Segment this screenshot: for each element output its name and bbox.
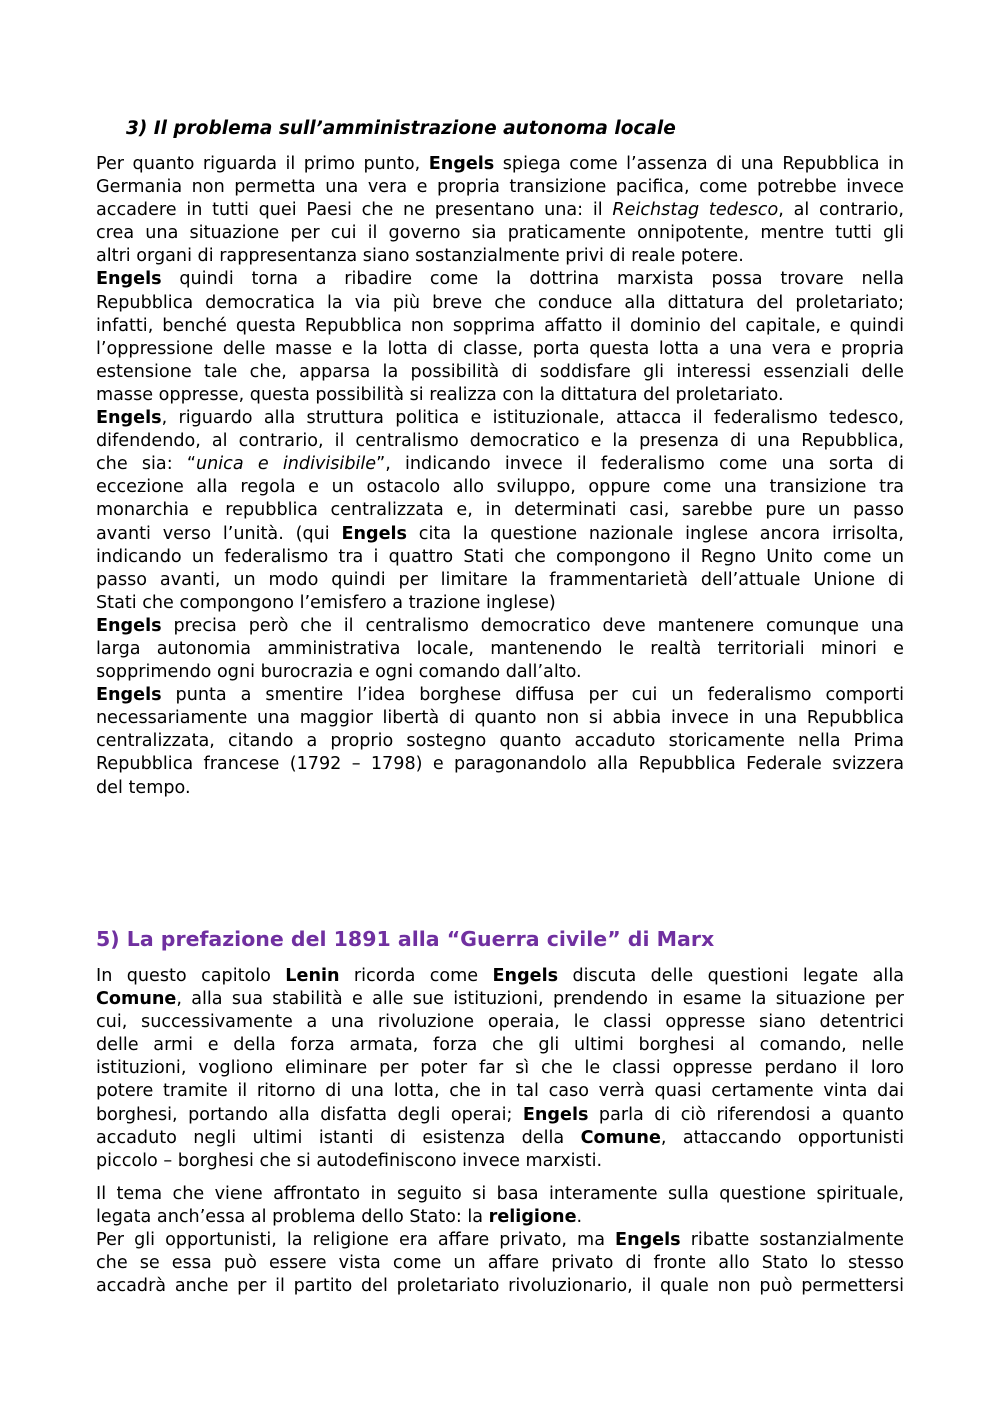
section-3-paragraph xyxy=(96,153,904,800)
text-line xyxy=(96,292,904,315)
text-line xyxy=(96,1011,904,1034)
text-run: . xyxy=(576,1206,583,1227)
text-run: accadrà anche per il partito del proletariato rivoluzionario, il quale non può permettersi xyxy=(96,1276,904,1297)
text-line xyxy=(96,592,904,615)
bold-text: Comune xyxy=(96,989,177,1010)
text-run: passo avanti, un modo quindi per limitare la frammentarietà dell’attuale Unione di xyxy=(96,569,904,590)
text-run: accaduto negli ultimi istanti di esistenza della xyxy=(96,1127,581,1148)
text-line xyxy=(96,1206,904,1229)
text-line xyxy=(96,199,904,222)
text-run: che se essa può essere vista come un affare privato di fronte allo Stato lo stesso xyxy=(96,1253,904,1274)
text-run: Stati che compongono l’emisfero a trazione inglese) xyxy=(96,592,556,613)
text-run: eccezione alla regola e un ostacolo allo sviluppo, oppure come una transizione tra xyxy=(96,477,904,498)
text-line xyxy=(96,707,904,730)
text-run: , riguardo alla struttura politica e istituzionale, attacca il federalismo tedesco, xyxy=(161,408,904,429)
text-line xyxy=(96,268,904,291)
bold-text: Engels xyxy=(96,408,162,429)
text-line xyxy=(96,1252,904,1275)
text-line xyxy=(96,965,904,988)
text-run: cui, successivamente a una rivoluzione operaia, le classi oppresse siano detentrici xyxy=(96,1012,904,1033)
text-run: indicando un federalismo tra i quattro Stati che compongono il Regno Unito come un xyxy=(96,546,904,567)
text-run: Repubblica francese (1792 – 1798) e paragonandolo alla Repubblica Federale svizzera xyxy=(96,754,904,775)
text-line xyxy=(96,361,904,384)
text-run: crea una situazione per cui il governo sia praticamente onnipotente, mentre tutti gli xyxy=(96,223,904,244)
text-run: Germania non permetta una vera e propria transizione pacifica, come potrebbe invece xyxy=(96,177,904,198)
text-line xyxy=(96,1275,904,1298)
italic-text: Reichstag tedesco xyxy=(612,200,779,221)
text-line xyxy=(96,1080,904,1103)
text-run: difendendo, al contrario, il centralismo democratico e la presenza di una Repubblica, xyxy=(96,431,904,452)
text-run: monarchia e repubblica centralizzata e, in determinati casi, sarebbe pure un passo xyxy=(96,500,904,521)
text-run: punta a smentire l’idea borghese diffusa per cui un federalismo comporti xyxy=(161,685,904,706)
text-line xyxy=(96,222,904,245)
text-run: , attaccando opportunisti xyxy=(660,1127,904,1148)
text-line xyxy=(96,1104,904,1127)
text-line xyxy=(96,338,904,361)
text-run: discuta delle questioni legate alla xyxy=(558,966,904,986)
bold-text: Engels xyxy=(492,966,559,986)
text-line xyxy=(96,1150,904,1173)
text-run: che sia: “ xyxy=(96,454,196,475)
bold-text: Lenin xyxy=(285,966,340,986)
text-run: In questo capitolo xyxy=(96,966,286,986)
text-line xyxy=(96,153,904,176)
text-run: , alla sua stabilità e alle sue istituzioni, prendendo in esame la situazione per xyxy=(176,989,904,1010)
text-line xyxy=(96,407,904,430)
text-line xyxy=(96,1057,904,1080)
bold-text: Engels xyxy=(615,1230,681,1251)
section-3 xyxy=(96,116,904,810)
text-line xyxy=(96,1127,904,1150)
section-5-paragraph-2 xyxy=(96,1183,904,1298)
text-line xyxy=(96,476,904,499)
bold-text: Engels xyxy=(96,615,162,636)
text-line xyxy=(96,384,904,407)
text-line xyxy=(96,730,904,753)
text-run: parla di ciò riferendosi a quanto xyxy=(588,1104,904,1125)
bold-text: Engels xyxy=(341,523,408,544)
bold-text: Engels xyxy=(428,154,495,174)
text-run: piccolo – borghesi che si autodefiniscono invece marxisti. xyxy=(96,1150,603,1171)
text-run: infatti, benché questa Repubblica non sopprima affatto il dominio del capitale, e quindi xyxy=(96,315,904,336)
text-run: ricorda come xyxy=(339,966,493,986)
text-run: borghesi, portando alla disfatta degli operai; xyxy=(96,1104,523,1125)
text-line xyxy=(96,499,904,522)
section-5 xyxy=(96,925,904,1308)
text-line xyxy=(96,315,904,338)
bold-text: Engels xyxy=(522,1104,589,1125)
section-5-paragraph-1 xyxy=(96,965,904,1173)
text-run: Per quanto riguarda il primo punto, xyxy=(96,154,429,174)
section-5-heading: 5) La prefazione del 1891 alla “Guerra civile” di Marx xyxy=(96,927,715,951)
text-line xyxy=(96,569,904,592)
text-run: estensione tale che, apparsa la possibilità di soddisfare gli interessi essenziali delle xyxy=(96,361,904,382)
text-run: larga autonomia amministrativa locale, mantenendo le realtà territoriali minori e xyxy=(96,638,904,659)
text-run: del tempo. xyxy=(96,777,191,798)
text-run: avanti verso l’unità. (qui xyxy=(96,523,342,544)
text-line xyxy=(96,1183,904,1206)
text-line xyxy=(96,988,904,1011)
text-run: Repubblica democratica la via più breve che conduce alla dittatura del proletariato; xyxy=(96,292,904,313)
text-line xyxy=(96,245,904,268)
text-run: centralizzata, citando a proprio sostegno quanto accaduto storicamente nella Prima xyxy=(96,731,904,752)
text-line xyxy=(96,684,904,707)
text-run: potere tramite il ritorno di una lotta, che in tal caso verrà quasi certamente vinta dai xyxy=(96,1081,904,1102)
bold-text: Engels xyxy=(96,685,162,706)
text-run: delle armi e della forza armata, forza che gli ultimi borghesi al comando, nelle xyxy=(96,1035,904,1056)
text-run: quindi torna a ribadire come la dottrina marxista possa trovare nella xyxy=(161,269,904,290)
bold-text: religione xyxy=(488,1206,577,1227)
text-run: ribatte sostanzialmente xyxy=(680,1230,904,1251)
text-run: Per gli opportunisti, la religione era affare privato, ma xyxy=(96,1230,616,1251)
text-line xyxy=(96,176,904,199)
text-line xyxy=(96,1229,904,1252)
text-line xyxy=(96,777,904,800)
text-run: necessariamente una maggior libertà di quanto non si abbia invece in una Repubblica xyxy=(96,708,904,729)
text-run: accadere in tutti quei Paesi che ne presentano una: il xyxy=(96,200,613,221)
text-run: cita la questione nazionale inglese ancora irrisolta, xyxy=(407,523,904,544)
text-line xyxy=(96,661,904,684)
text-run: masse oppresse, questa possibilità si realizza con la dittatura del proletariato. xyxy=(96,384,784,405)
text-run: Il tema che viene affrontato in seguito si basa interamente sulla questione spirituale, xyxy=(96,1183,904,1204)
text-line xyxy=(96,1034,904,1057)
text-run: legata anch’essa al problema dello Stato: la xyxy=(96,1206,489,1227)
italic-text: unica e indivisibile xyxy=(195,454,377,475)
bold-text: Comune xyxy=(580,1127,661,1148)
text-line xyxy=(96,430,904,453)
text-line xyxy=(96,453,904,476)
text-run: spiega come l’assenza di una Repubblica in xyxy=(494,154,905,174)
text-line xyxy=(96,546,904,569)
bold-text: Engels xyxy=(96,269,162,290)
text-line xyxy=(96,753,904,776)
text-line xyxy=(96,523,904,546)
text-run: istituzioni, vogliono eliminare per poter far sì che le classi oppresse perdano il loro xyxy=(96,1058,904,1079)
section-3-heading: 3) Il problema sull’amministrazione autonoma locale xyxy=(126,118,676,139)
text-line xyxy=(96,615,904,638)
text-run: l’oppressione delle masse e la lotta di classe, porta questa lotta a una vera e propria xyxy=(96,338,904,359)
text-run: ”, indicando invece il federalismo come una sorta di xyxy=(376,454,904,475)
text-run: precisa però che il centralismo democratico deve mantenere comunque una xyxy=(161,615,904,636)
text-run: sopprimendo ogni burocrazia e ogni comando dall’alto. xyxy=(96,662,582,683)
text-line xyxy=(96,638,904,661)
text-run: , al contrario, xyxy=(778,200,905,221)
text-run: altri organi di rappresentanza siano sostanzialmente privi di reale potere. xyxy=(96,246,744,267)
